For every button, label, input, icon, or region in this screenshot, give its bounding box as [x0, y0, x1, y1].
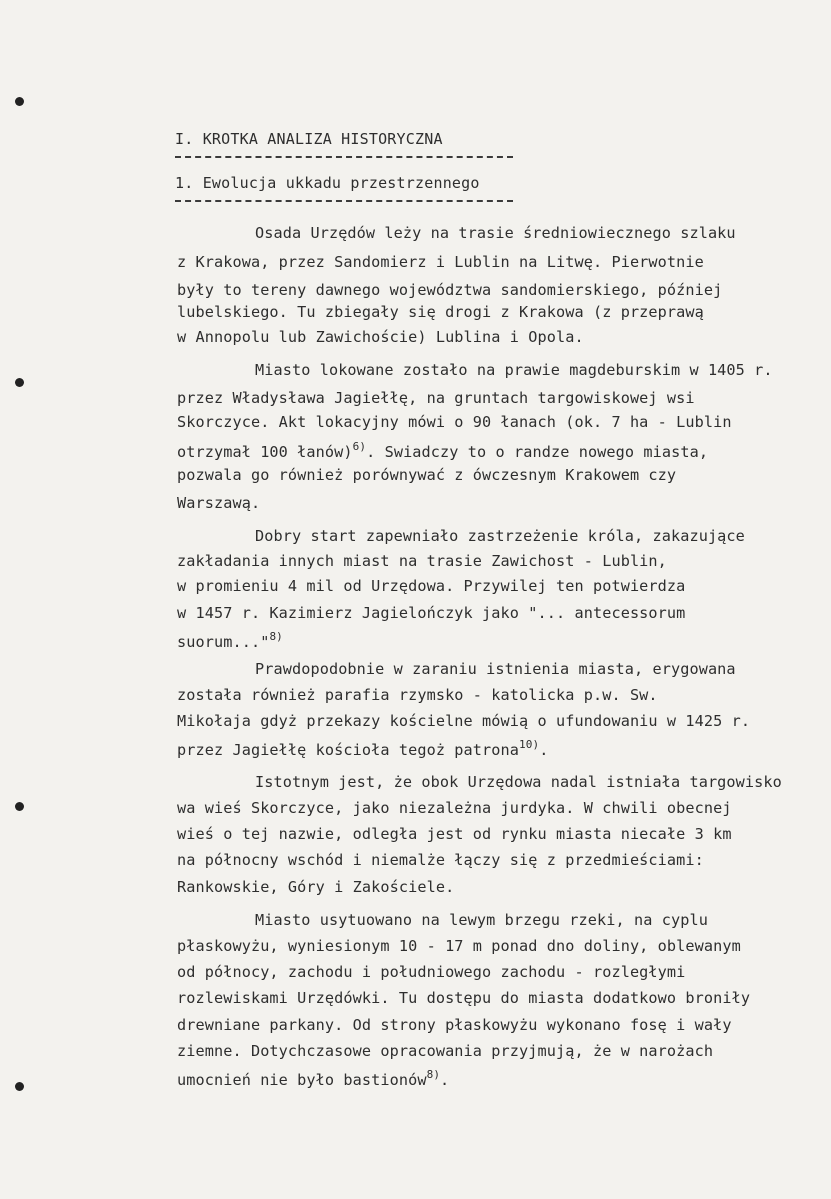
paragraph-line: Prawdopodobnie w zaraniu istnienia miasta, erygowana: [255, 660, 736, 678]
paragraph-line: w 1457 r. Kazimierz Jagielończyk jako "... antecessorum: [177, 604, 686, 622]
footnote-ref: 10): [519, 738, 540, 751]
paragraph-line: były to tereny dawnego województwa sandomierskiego, później: [177, 281, 723, 299]
paragraph-line: umocnień nie było bastionów$^{8)}$.: [177, 1068, 450, 1089]
paragraph-line: w promieniu 4 mil od Urzędowa. Przywilej ten potwierdza: [177, 577, 686, 595]
paragraph-line: Miasto lokowane zostało na prawie magdeburskim w 1405 r.: [255, 361, 773, 379]
paragraph-line: pozwala go również porównywać z ówczesnym Krakowem czy: [177, 466, 677, 484]
paragraph-line: wa wieś Skorczyce, jako niezależna jurdyka. W chwili obecnej: [177, 799, 732, 817]
paragraph-line: Warszawą.: [177, 494, 261, 512]
paragraph-line: na północny wschód i niemalże łączy się z przedmieściami:: [177, 851, 704, 869]
punch-hole: [15, 802, 24, 811]
paragraph-line: Mikołaja gdyż przekazy kościelne mówią o ufundowaniu w 1425 r.: [177, 712, 751, 730]
paragraph-line: Miasto usytuowano na lewym brzegu rzeki, na cyplu: [255, 911, 708, 929]
subsection-title-underline: [175, 200, 513, 202]
paragraph-line: suorum..."$^{8)}$: [177, 630, 283, 651]
paragraph-line: Dobry start zapewniało zastrzeżenie króla, zakazujące: [255, 527, 745, 545]
paragraph-line: przez Jagiełłę kościoła tegoż patrona$^{10)}$.: [177, 738, 549, 759]
paragraph-line: w Annopolu lub Zawichoście) Lublina i Opola.: [177, 328, 584, 346]
punch-hole: [15, 97, 24, 106]
footnote-ref: 8): [426, 1068, 441, 1081]
paragraph-line: przez Władysława Jagiełłę, na gruntach targowiskowej wsi: [177, 389, 695, 407]
paragraph-line: zakładania innych miast na trasie Zawichost - Lublin,: [177, 552, 667, 570]
paragraph-line: została również parafia rzymsko - katolicka p.w. Sw.: [177, 686, 658, 704]
footnote-ref: 8): [269, 630, 283, 643]
paragraph-line: Skorczyce. Akt lokacyjny mówi o 90 łanach (ok. 7 ha - Lublin: [177, 413, 732, 431]
paragraph-line: Istotnym jest, że obok Urzędowa nadal istniała targowisko: [255, 773, 782, 791]
section-title-underline: [175, 156, 513, 158]
paragraph-line: wieś o tej nazwie, odległa jest od rynku miasta niecałe 3 km: [177, 825, 732, 843]
paragraph-line: otrzymał 100 łanów)$^{6)}$. Swiadczy to o randze nowego miasta,: [177, 440, 709, 461]
footnote-ref: 6): [352, 440, 367, 453]
paragraph-line: rozlewiskami Urzędówki. Tu dostępu do miasta dodatkowo broniły: [177, 989, 751, 1007]
paragraph-line: drewniane parkany. Od strony płaskowyżu wykonano fosę i wały: [177, 1016, 732, 1034]
paragraph-line: lubelskiego. Tu zbiegały się drogi z Krakowa (z przeprawą: [177, 303, 704, 321]
punch-hole: [15, 1082, 24, 1091]
paragraph-line: od północy, zachodu i południowego zachodu - rozległymi: [177, 963, 686, 981]
paragraph-line: z Krakowa, przez Sandomierz i Lublin na Litwę. Pierwotnie: [177, 253, 704, 271]
paragraph-line: Rankowskie, Góry i Zakościele.: [177, 878, 455, 896]
paragraph-line: Osada Urzędów leży na trasie średniowiecznego szlaku: [255, 224, 736, 242]
subsection-title: 1. Ewolucja ukkadu przestrzennego: [175, 174, 480, 192]
paragraph-line: ziemne. Dotychczasowe opracowania przyjmują, że w narożach: [177, 1042, 714, 1060]
punch-hole: [15, 378, 24, 387]
section-title: I. KROTKA ANALIZA HISTORYCZNA: [175, 130, 443, 148]
paragraph-line: płaskowyżu, wyniesionym 10 - 17 m ponad dno doliny, oblewanym: [177, 937, 741, 955]
